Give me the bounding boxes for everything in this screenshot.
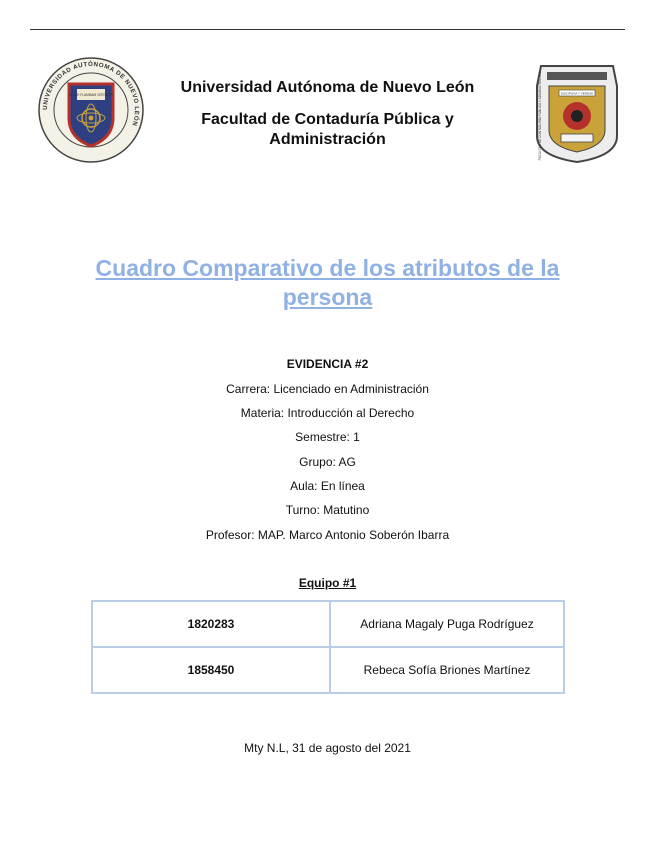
student-id: 1858450	[92, 647, 330, 693]
student-id: 1820283	[92, 601, 330, 647]
table-row	[92, 647, 564, 693]
svg-text:FACULTAD DE CONTADURÍA PÚBLICA: FACULTAD DE CONTADURÍA PÚBLICA Y ADMINISTRACIÓN	[538, 71, 542, 161]
info-aula: Aula: En línea	[290, 479, 365, 493]
info-grupo: Grupo: AG	[299, 455, 356, 469]
team-table	[91, 600, 565, 694]
info-carrera: Carrera: Licenciado en Administración	[226, 382, 429, 396]
university-name: Universidad Autónoma de Nuevo León	[180, 79, 475, 96]
info-turno: Turno: Matutino	[285, 503, 370, 517]
table-row	[92, 601, 564, 647]
svg-text:DISCIPLINA Y VERDAD: DISCIPLINA Y VERDAD	[560, 91, 594, 96]
student-name: Adriana Magaly Puga Rodríguez	[330, 601, 564, 647]
svg-text:UNIVERSIDAD AUTÓNOMA DE NUEVO: UNIVERSIDAD AUTÓNOMA DE NUEVO LEÓN	[41, 60, 141, 128]
svg-text:ALERE FLAMMAM VERITATIS: ALERE FLAMMAM VERITATIS	[68, 93, 114, 97]
faculty-name: Facultad de Contaduría Pública y Administración	[201, 111, 454, 148]
place-date: Mty N.L, 31 de agosto del 2021	[244, 741, 411, 755]
document-title: Cuadro Comparativo de los atributos de la persona	[95, 255, 560, 310]
student-name: Rebeca Sofía Briones Martínez	[330, 647, 564, 693]
uanl-seal-icon	[37, 56, 145, 164]
info-materia: Materia: Introducción al Derecho	[240, 406, 415, 420]
team-title: Equipo #1	[298, 576, 357, 590]
info-semestre: Semestre: 1	[295, 430, 360, 444]
info-profesor: Profesor: MAP. Marco Antonio Soberón Ibarra	[205, 528, 450, 542]
evidence-heading: EVIDENCIA #2	[286, 357, 369, 371]
top-rule	[30, 29, 625, 30]
facpya-shield-icon	[533, 56, 621, 164]
